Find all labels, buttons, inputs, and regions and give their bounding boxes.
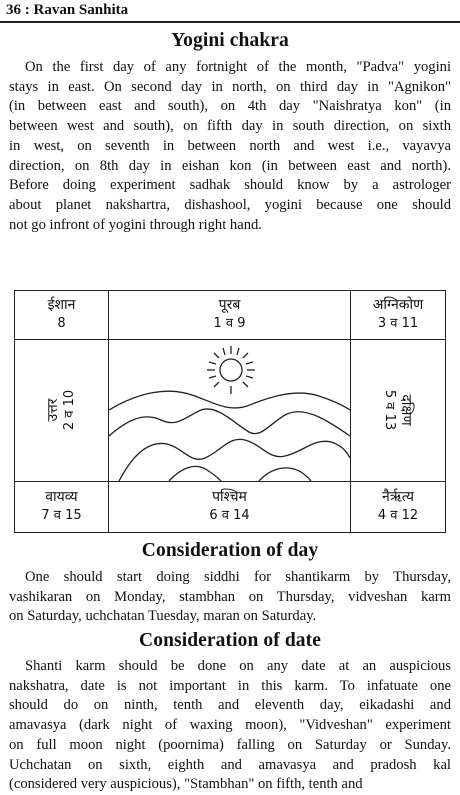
heading-consideration-of-date: Consideration of date bbox=[139, 630, 321, 651]
cell-nairritya-name: नैर्ऋत्य bbox=[382, 489, 414, 505]
cell-dakshin bbox=[381, 390, 415, 430]
heading-consideration-of-day: Consideration of day bbox=[141, 540, 319, 561]
cell-agnikon bbox=[351, 295, 445, 333]
cell-poorab bbox=[109, 295, 350, 333]
date-line: amavasya (dark night of waxing moon), "Vidveshan" experiment bbox=[9, 717, 451, 734]
cell-ishan-name: ईशान bbox=[47, 297, 76, 313]
day-line: on Saturday, uchchatan Tuesday, maran on Saturday. bbox=[9, 608, 317, 625]
yogini-line: stays in east. On second day in north, on third day in "Agnikon" bbox=[9, 78, 451, 95]
cell-vayavya bbox=[15, 487, 108, 525]
paragraph-yogini bbox=[9, 58, 451, 235]
cell-ishan-days: 8 bbox=[57, 316, 66, 331]
yogini-line: not go infront of yogini through right hand. bbox=[9, 216, 262, 233]
cell-pashchim bbox=[109, 487, 350, 525]
cell-dakshin-name: दक्षिण bbox=[398, 394, 414, 426]
cell-nairritya bbox=[351, 487, 445, 525]
cell-uttar-days: 2 व 10 bbox=[62, 389, 77, 431]
day-line: One should start doing siddhi for shantikarm by Thursday, bbox=[25, 569, 451, 585]
header-rule bbox=[0, 21, 460, 23]
date-line: Shanti karm should be done on any date at an auspicious bbox=[25, 658, 451, 674]
cell-pashchim-name: पश्चिम bbox=[212, 489, 247, 505]
cell-vayavya-name: वायव्य bbox=[45, 489, 78, 505]
date-line: Uchchatan on sixth, eighth and amavasya and pradosh kal bbox=[9, 756, 451, 773]
date-line: should do on ninth, tenth and eleventh day, eikadashi and bbox=[9, 697, 451, 714]
yogini-line: On the first day of any fortnight of the month, "Padva" yogini bbox=[25, 59, 451, 75]
cell-poorab-name: पूरब bbox=[218, 297, 241, 313]
date-line: on full moon night (poornima) falling on Saturday or Sunday. bbox=[9, 736, 451, 753]
cell-nairritya-days: 4 व 12 bbox=[377, 508, 419, 523]
cell-agnikon-name: अग्निकोण bbox=[372, 297, 424, 313]
yogini-line: (in between east and south), on 4th day "Naishratya kon" (in bbox=[9, 98, 451, 115]
cell-vayavya-days: 7 व 15 bbox=[41, 508, 82, 523]
yogini-line: about planet nakshartra, dishashool, yogini because one should bbox=[9, 196, 451, 213]
cell-ishan bbox=[15, 295, 108, 333]
cell-uttar-name: उत्तर bbox=[45, 398, 61, 422]
yogini-chakra-grid bbox=[14, 290, 446, 533]
date-line: (considered very auspicious), "Stambhan" on fifth, tenth and bbox=[9, 776, 363, 793]
cell-poorab-days: 1 व 9 bbox=[213, 316, 246, 331]
paragraph-date bbox=[9, 657, 451, 795]
cell-dakshin-days: 5 व 13 bbox=[382, 389, 397, 431]
yogini-line: Before doing experiment sadhak should know by a astrologer bbox=[9, 177, 451, 194]
cell-agnikon-days: 3 व 11 bbox=[377, 316, 419, 331]
yogini-line: between west and south), on fifth day in south direction, on sixth bbox=[9, 118, 451, 135]
running-head: 36 : Ravan Sanhita bbox=[6, 2, 129, 18]
date-line: nakshatra, date is not important in this karm. To infatuate one bbox=[9, 677, 451, 694]
yogini-line: in west, on seventh in between north and west i.e., vayavya bbox=[9, 137, 451, 154]
cell-uttar bbox=[44, 390, 78, 430]
paragraph-day bbox=[9, 568, 451, 627]
cell-pashchim-days: 6 व 14 bbox=[209, 508, 250, 523]
yogini-line: direction, on 8th day in eishan kon (in between east and north). bbox=[9, 157, 451, 174]
day-line: vashikaran on Monday, stambhan on Thursday, vidveshan karm bbox=[9, 588, 451, 605]
sun-over-mountains-icon bbox=[109, 340, 350, 481]
heading-yogini-chakra: Yogini chakra bbox=[171, 30, 289, 51]
